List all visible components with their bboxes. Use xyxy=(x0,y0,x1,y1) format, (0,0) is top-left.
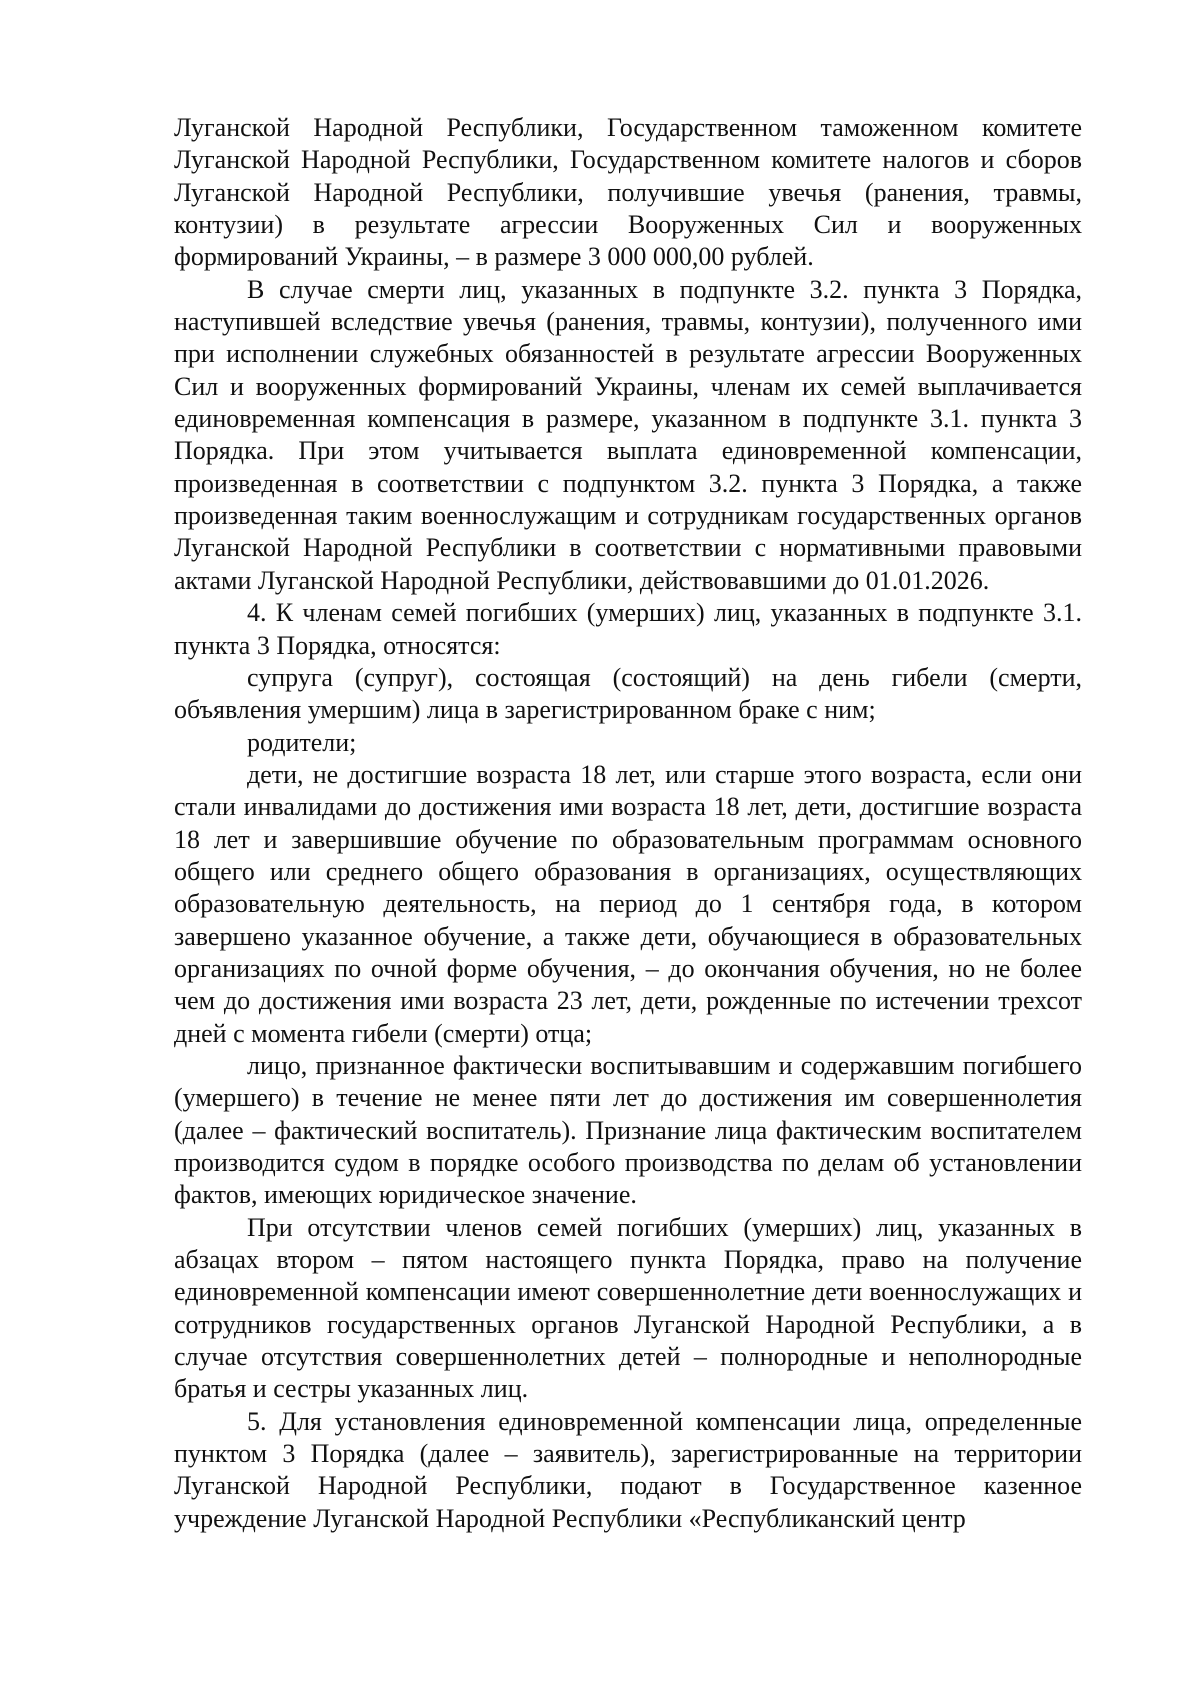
paragraph-spouse: супруга (супруг), состоящая (состоящий) на день гибели (смерти, объявления умершим) лица в зарегистрированном браке с ним; xyxy=(174,662,1082,725)
paragraph-continuation: Луганской Народной Республики, Государственном таможенном комитете Луганской Народной Республики, Государственном комитете налогов и сборов Луганской Народной Республики, получившие увечья (ранения, травмы, контузии) в результате агрессии Вооруженных Сил и вооруженных формирований Украины, – в размере 3 000 000,00 рублей. xyxy=(174,113,1082,272)
paragraph-absence-of-family: При отсутствии членов семей погибших (умерших) лиц, указанных в абзацах втором – пятом настоящего пункта Порядка, право на получение единовременной компенсации имеют совершеннолетние дети военнослужащих и сотрудников государственных органов Луганской Народной Республики, а в случае отсутствия совершеннолетних детей – полнородные и неполнородные братья и сестры указанных лиц. xyxy=(174,1212,1082,1404)
document-body xyxy=(174,112,1082,1535)
paragraph-item-5: 5. Для установления единовременной компенсации лица, определенные пунктом 3 Порядка (далее – заявитель), зарегистрированные на территории Луганской Народной Республики, подают в Государственное казенное учреждение Луганской Народной Республики «Республиканский центр xyxy=(174,1406,1082,1533)
paragraph-parents: родители; xyxy=(247,727,357,757)
paragraph-death-compensation: В случае смерти лиц, указанных в подпункте 3.2. пункта 3 Порядка, наступившей вследствие увечья (ранения, травмы, контузии), полученного ими при исполнении служебных обязанностей в результате агрессии Вооруженных Сил и вооруженных формирований Украины, членам их семей выплачивается единовременная компенсация в размере, указанном в подпункте 3.1. пункта 3 Порядка. При этом учитывается выплата единовременной компенсации, произведенная в соответствии с подпунктом 3.2. пункта 3 Порядка, а также произведенная таким военнослужащим и сотрудникам государственных органов Луганской Народной Республики в соответствии с нормативными правовыми актами Луганской Народной Республики, действовавшими до 01.01.2026. xyxy=(174,274,1082,595)
paragraph-item-4: 4. К членам семей погибших (умерших) лиц, указанных в подпункте 3.1. пункта 3 Порядка, относятся: xyxy=(174,598,1082,660)
paragraph-guardian: лицо, признанное фактически воспитывавшим и содержавшим погибшего (умершего) в течение не менее пяти лет до достижения им совершеннолетия (далее – фактический воспитатель). Признание лица фактическим воспитателем производится судом в порядке особого производства по делам об установлении фактов, имеющих юридическое значение. xyxy=(174,1050,1082,1210)
paragraph-children: дети, не достигшие возраста 18 лет, или старше этого возраста, если они стали инвалидами до достижения ими возраста 18 лет, дети, достигшие возраста 18 лет и завершившие обучение по образовательным программам основного общего или среднего общего образования в организациях, осуществляющих образовательную деятельность, на период до 1 сентября года, в котором завершено указанное обучение, а также дети, обучающиеся в образовательных организациях по очной форме обучения, – до окончания обучения, но не более чем до достижения ими возраста 23 лет, дети, рожденные по истечении трехсот дней с момента гибели (смерти) отца; xyxy=(174,759,1082,1048)
